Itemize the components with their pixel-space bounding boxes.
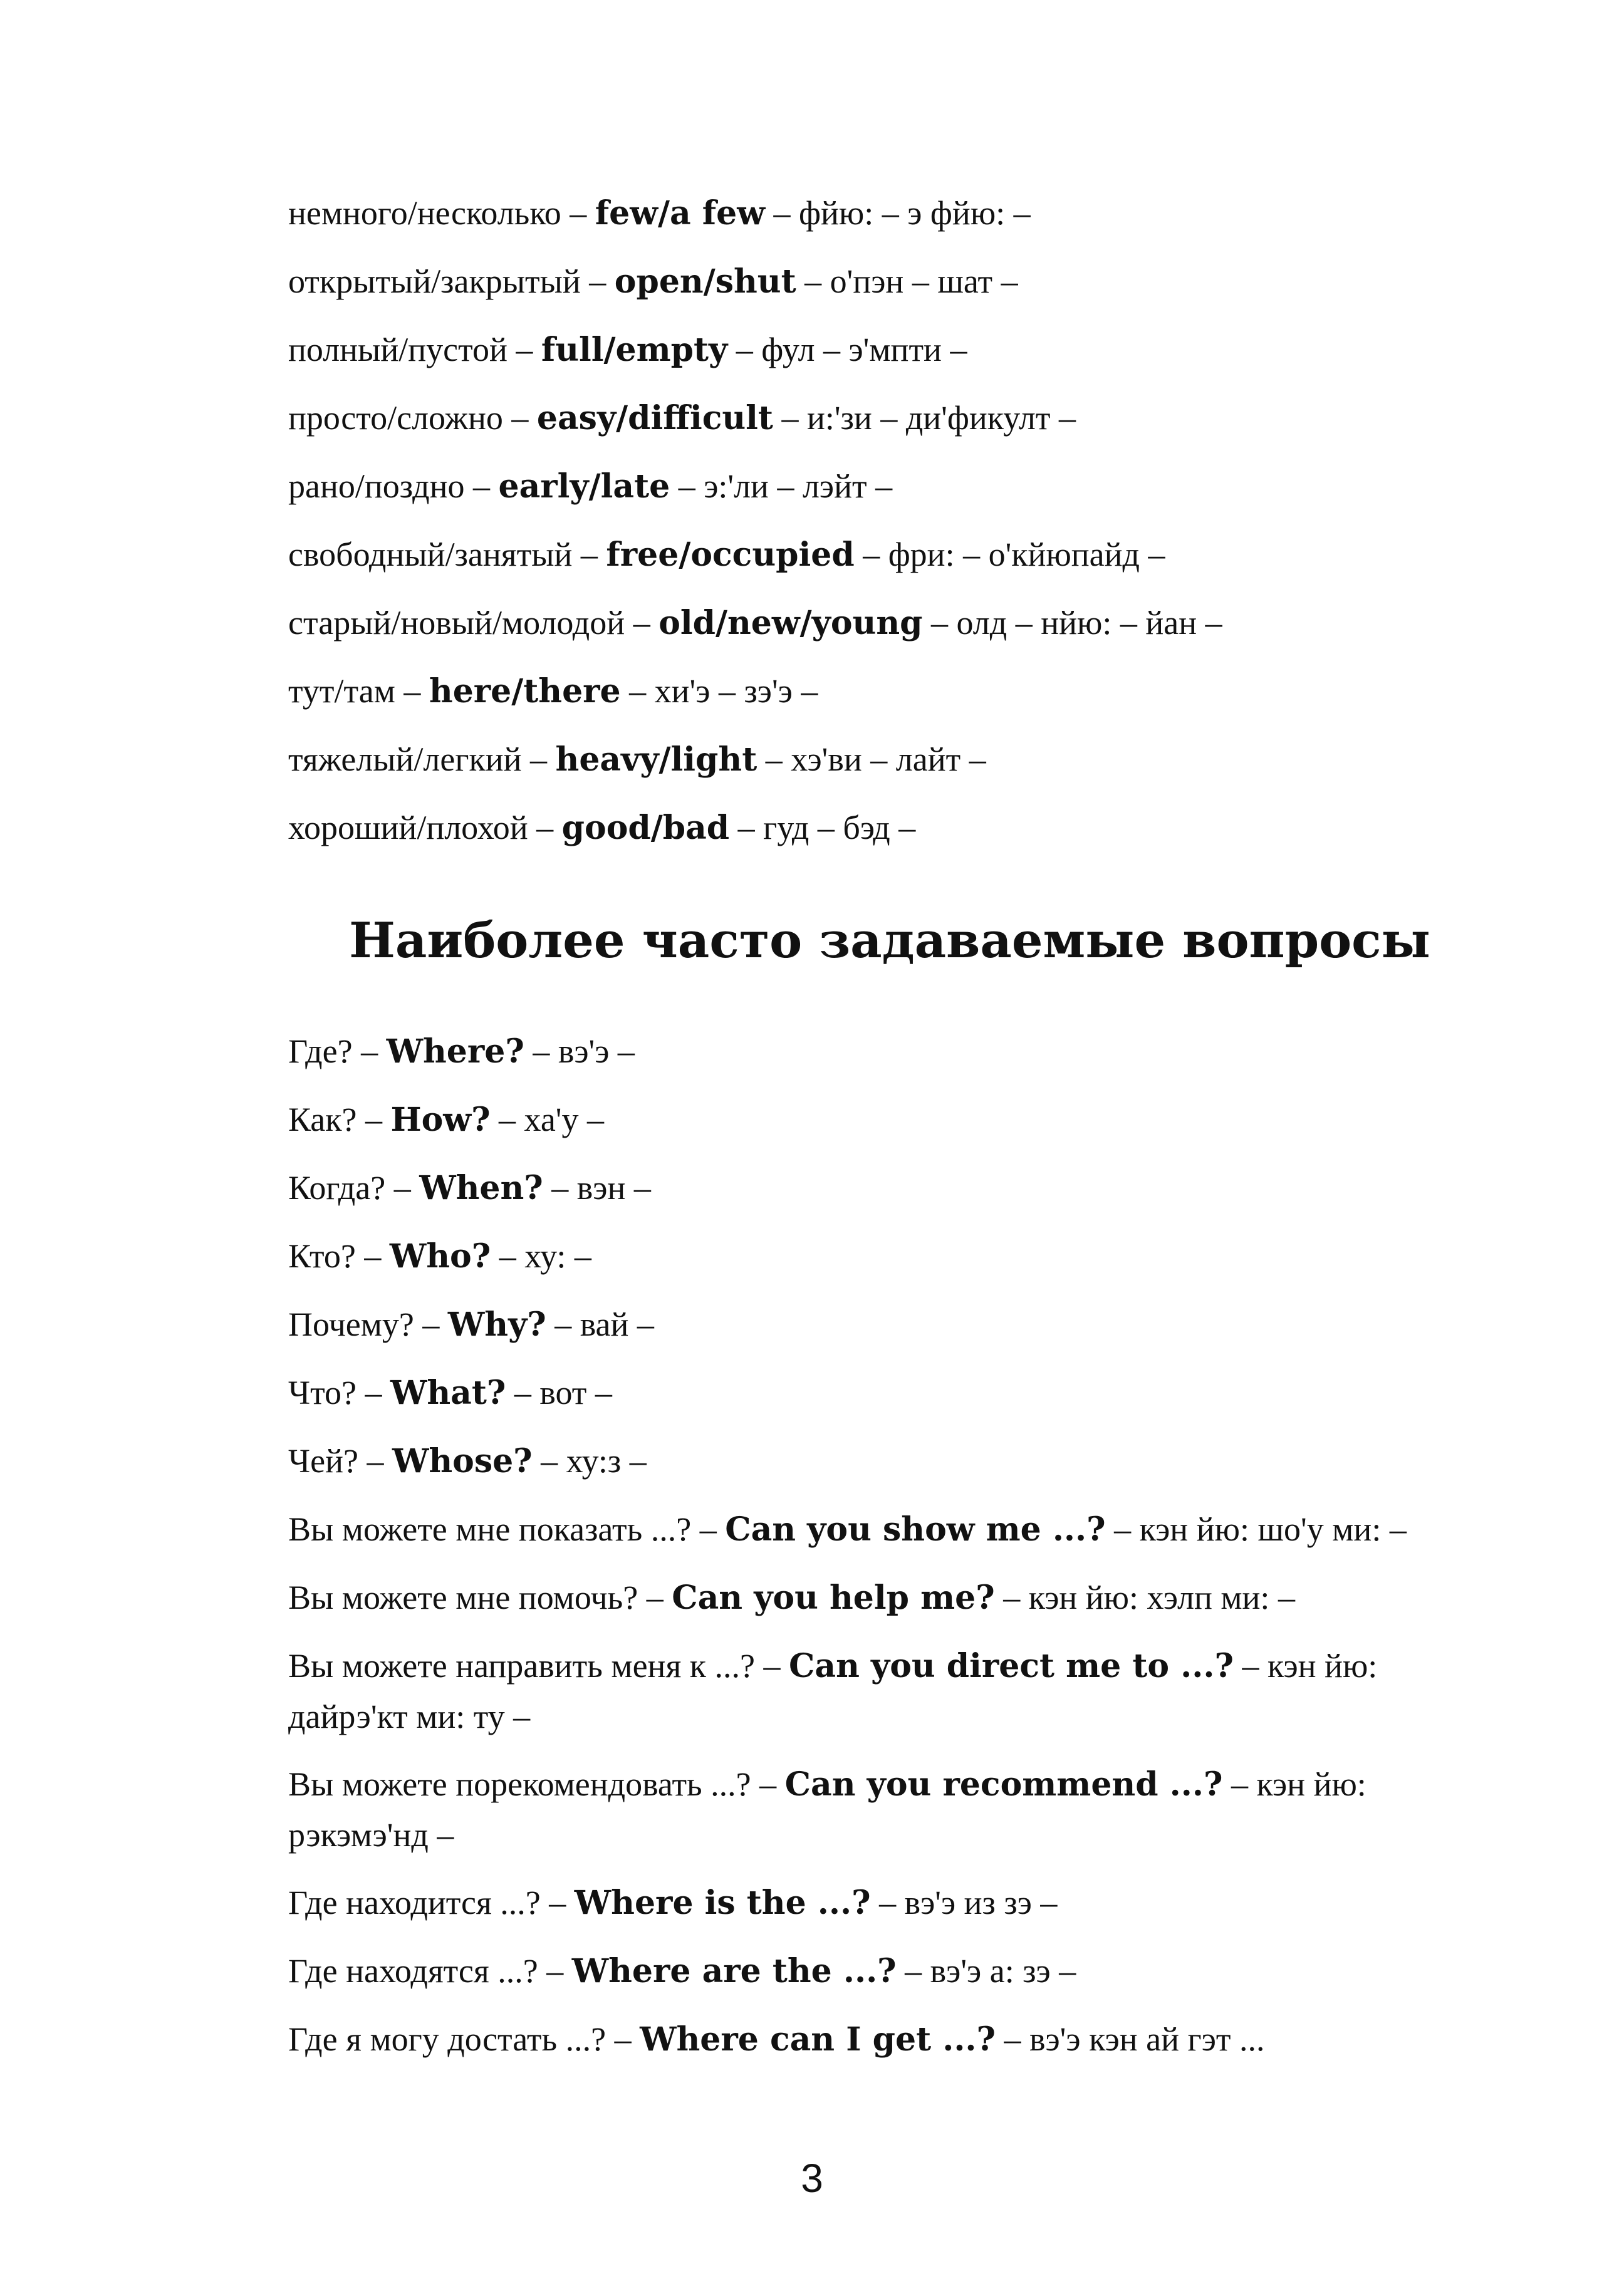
russian-phrase: свободный/занятый xyxy=(288,536,573,573)
separator: – xyxy=(546,1306,580,1343)
phrase-entry xyxy=(288,1026,1491,1077)
russian-phrase: Вы можете мне помочь? xyxy=(288,1579,638,1616)
separator: – xyxy=(528,809,562,846)
phrase-entry xyxy=(288,1231,1491,1282)
russian-phrase: Чей? xyxy=(288,1442,358,1480)
russian-phrase: Где? xyxy=(288,1032,353,1070)
phrase-entry xyxy=(288,393,1491,444)
separator: – xyxy=(773,399,807,437)
separator: – xyxy=(561,194,595,232)
separator: – xyxy=(385,1169,420,1207)
english-phrase: Where is the ...? xyxy=(574,1884,871,1922)
russian-phrase: открытый/закрытый xyxy=(288,262,581,300)
separator: – xyxy=(532,1442,566,1480)
russian-phrase: рано/поздно xyxy=(288,467,465,505)
english-phrase: open/shut xyxy=(614,262,796,301)
english-phrase: Why? xyxy=(447,1306,546,1344)
transcription: фйю: – э фйю: – xyxy=(799,194,1031,232)
separator: – xyxy=(691,1510,726,1548)
english-phrase: How? xyxy=(390,1101,491,1139)
transcription: о'пэн – шат – xyxy=(830,262,1018,300)
separator: – xyxy=(922,604,957,642)
separator: – xyxy=(1233,1647,1267,1685)
phrase-entry xyxy=(288,803,1491,853)
transcription: гуд – бэд – xyxy=(763,809,916,846)
phrase-entry xyxy=(288,461,1491,512)
section-heading: Наиболее часто задаваемые вопросы xyxy=(349,912,1430,969)
english-phrase: Where can I get ...? xyxy=(640,2020,996,2059)
separator: – xyxy=(854,536,888,573)
english-phrase: Can you help me? xyxy=(672,1579,995,1617)
russian-phrase: Где находится ...? xyxy=(288,1884,541,1921)
separator: – xyxy=(670,467,704,505)
english-phrase: good/bad xyxy=(561,809,730,847)
separator: – xyxy=(502,399,537,437)
russian-phrase: немного/несколько xyxy=(288,194,561,232)
phrase-entry xyxy=(288,1946,1491,1997)
separator: – xyxy=(994,1579,1029,1616)
russian-phrase: Вы можете направить меня к ...? xyxy=(288,1647,755,1685)
phrase-entry xyxy=(288,1572,1491,1623)
separator: – xyxy=(395,672,429,710)
separator: – xyxy=(606,2020,640,2058)
separator: – xyxy=(580,262,615,300)
english-phrase: Where are the ...? xyxy=(571,1952,897,1990)
separator: – xyxy=(358,1442,392,1480)
phrase-entry xyxy=(288,188,1491,239)
english-phrase: Whose? xyxy=(392,1442,533,1480)
english-phrase: early/late xyxy=(498,467,670,506)
english-phrase: full/empty xyxy=(541,331,728,369)
russian-phrase: Вы можете порекомендовать ...? xyxy=(288,1765,751,1803)
transcription: фул – э'мпти – xyxy=(761,331,967,368)
separator: – xyxy=(620,672,655,710)
russian-phrase: Где находятся ...? xyxy=(288,1952,538,1990)
separator: – xyxy=(1222,1765,1257,1803)
separator: – xyxy=(356,1374,390,1411)
english-phrase: heavy/light xyxy=(555,740,757,779)
separator: – xyxy=(996,2020,1029,2058)
page-number: 3 xyxy=(801,2156,823,2201)
separator: – xyxy=(507,331,541,368)
transcription: ха'у – xyxy=(524,1101,605,1138)
russian-phrase: хороший/плохой xyxy=(288,809,528,846)
separator: – xyxy=(870,1884,905,1921)
english-phrase: Can you direct me to ...? xyxy=(788,1647,1234,1685)
russian-phrase: Где я могу достать ...? xyxy=(288,2020,606,2058)
transcription: кэн йю: хэлп ми: – xyxy=(1028,1579,1295,1616)
english-phrase: When? xyxy=(419,1169,543,1207)
russian-phrase: Кто? xyxy=(288,1237,356,1275)
separator: – xyxy=(540,1884,575,1921)
english-phrase: Where? xyxy=(386,1032,524,1071)
separator: – xyxy=(754,1647,789,1685)
english-phrase: Can you show me ...? xyxy=(725,1510,1106,1549)
transcription: кэн йю: дайрэ'кт ми: ту – xyxy=(288,1647,1378,1735)
russian-phrase: Когда? xyxy=(288,1169,386,1207)
transcription: э:'ли – лэйт – xyxy=(704,467,893,505)
separator: – xyxy=(729,809,764,846)
phrase-entry xyxy=(288,2014,1491,2065)
english-phrase: here/there xyxy=(429,672,621,710)
separator: – xyxy=(352,1032,387,1070)
phrase-entry xyxy=(288,1504,1491,1555)
english-phrase: Can you recommend ...? xyxy=(784,1765,1223,1804)
separator: – xyxy=(572,536,606,573)
transcription: хэ'ви – лайт – xyxy=(791,740,986,778)
separator: – xyxy=(524,1032,558,1070)
english-phrase: Who? xyxy=(389,1237,491,1275)
phrase-entry xyxy=(288,598,1491,648)
transcription: вэ'э – xyxy=(558,1032,635,1070)
transcription: вэ'э а: зэ – xyxy=(930,1952,1076,1990)
transcription: олд – нйю: – йан – xyxy=(956,604,1222,642)
transcription: кэн йю: рэкэмэ'нд – xyxy=(288,1765,1366,1854)
phrase-entry xyxy=(288,1759,1491,1860)
transcription: фри: – о'кйюпайд – xyxy=(888,536,1165,573)
separator: – xyxy=(757,740,791,778)
separator: – xyxy=(727,331,762,368)
transcription: ху: – xyxy=(524,1237,591,1275)
russian-phrase: Вы можете мне показать ...? xyxy=(288,1510,692,1548)
phrase-entry xyxy=(288,1163,1491,1213)
separator: – xyxy=(414,1306,448,1343)
separator: – xyxy=(490,1101,524,1138)
transcription: хи'э – зэ'э – xyxy=(654,672,818,710)
english-phrase: free/occupied xyxy=(606,536,855,574)
english-phrase: What? xyxy=(390,1374,506,1412)
russian-phrase: тяжелый/легкий xyxy=(288,740,522,778)
page-content xyxy=(288,188,1491,2082)
separator: – xyxy=(638,1579,672,1616)
separator: – xyxy=(521,740,556,778)
phrase-entry xyxy=(288,1436,1491,1487)
transcription: и:'зи – ди'фикулт – xyxy=(806,399,1076,437)
separator: – xyxy=(625,604,659,642)
phrase-entry xyxy=(288,256,1491,307)
transcription: вэн – xyxy=(576,1169,651,1207)
separator: – xyxy=(765,194,799,232)
separator: – xyxy=(751,1765,785,1803)
phrase-entry xyxy=(288,1641,1491,1742)
russian-phrase: старый/новый/молодой xyxy=(288,604,625,642)
separator: – xyxy=(896,1952,930,1990)
separator: – xyxy=(538,1952,572,1990)
transcription: вэ'э кэн ай гэт ... xyxy=(1029,2020,1265,2058)
transcription: вай – xyxy=(580,1306,654,1343)
separator: – xyxy=(1105,1510,1140,1548)
separator: – xyxy=(491,1237,525,1275)
phrase-entry xyxy=(288,529,1491,580)
transcription: вот – xyxy=(539,1374,612,1411)
russian-phrase: Почему? xyxy=(288,1306,414,1343)
separator: – xyxy=(543,1169,577,1207)
english-phrase: easy/difficult xyxy=(536,399,773,437)
separator: – xyxy=(357,1101,391,1138)
russian-phrase: полный/пустой xyxy=(288,331,508,368)
transcription: вэ'э из зэ – xyxy=(904,1884,1058,1921)
separator: – xyxy=(464,467,499,505)
questions-list xyxy=(288,1026,1491,2065)
english-phrase: few/a few xyxy=(595,194,766,232)
phrase-entry xyxy=(288,1878,1491,1928)
phrase-entry xyxy=(288,1368,1491,1418)
russian-phrase: тут/там xyxy=(288,672,395,710)
russian-phrase: Как? xyxy=(288,1101,357,1138)
adjectives-list xyxy=(288,188,1491,853)
separator: – xyxy=(796,262,830,300)
separator: – xyxy=(355,1237,390,1275)
phrase-entry xyxy=(288,734,1491,785)
english-phrase: old/new/young xyxy=(658,604,923,642)
phrase-entry xyxy=(288,325,1491,375)
russian-phrase: просто/сложно xyxy=(288,399,503,437)
separator: – xyxy=(506,1374,540,1411)
russian-phrase: Что? xyxy=(288,1374,357,1411)
transcription: ху:з – xyxy=(566,1442,647,1480)
phrase-entry xyxy=(288,1094,1491,1145)
transcription: кэн йю: шо'у ми: – xyxy=(1139,1510,1407,1548)
phrase-entry xyxy=(288,666,1491,717)
phrase-entry xyxy=(288,1299,1491,1350)
